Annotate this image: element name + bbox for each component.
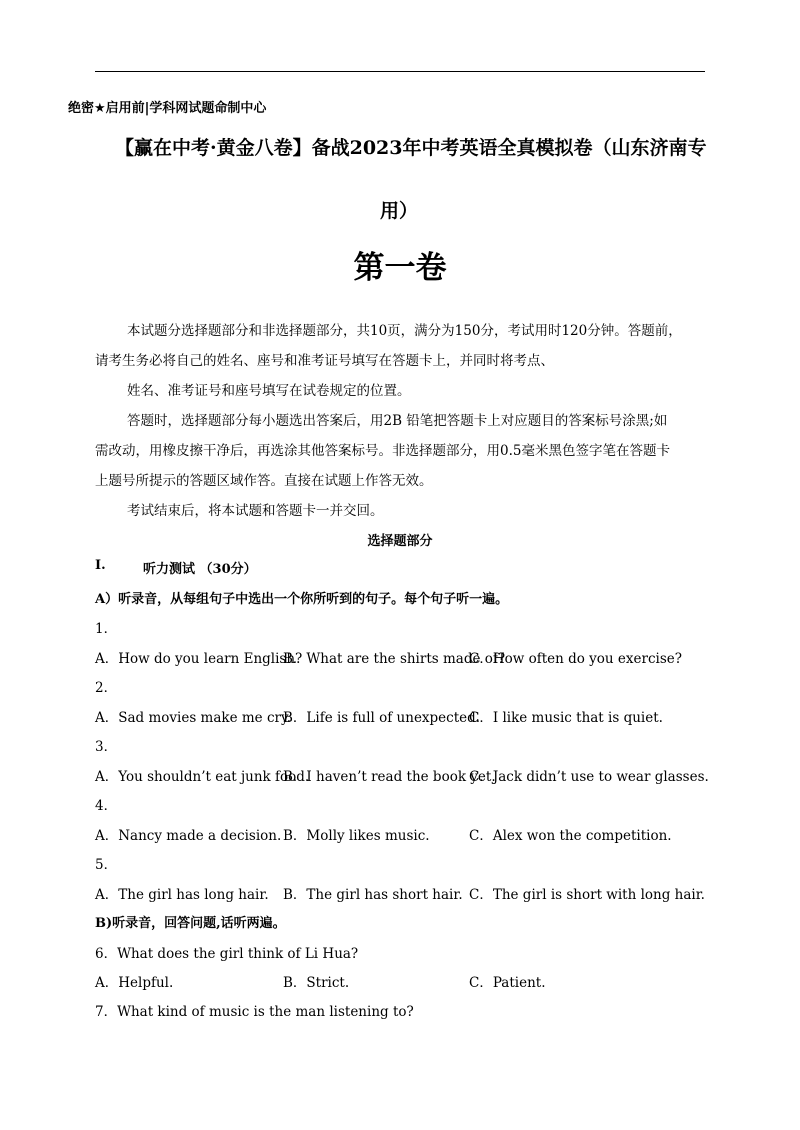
question-number: 3． bbox=[95, 739, 118, 755]
option-a: A．Helpful. bbox=[95, 975, 174, 991]
question-number: 1． bbox=[95, 621, 118, 637]
question-number: 2． bbox=[95, 680, 118, 696]
question-number: 5． bbox=[95, 857, 118, 873]
option-b: B．The girl has short hair. bbox=[283, 887, 463, 903]
part-b-instruction: B)听录音，回答问题,话听两遍。 bbox=[95, 916, 286, 931]
question-text: 7．What kind of music is the man listening to? bbox=[95, 1004, 414, 1020]
option-c: C．Jack didn’t use to wear glasses. bbox=[469, 769, 709, 785]
option-b: B．I haven’t read the book yet. bbox=[283, 769, 496, 785]
option-c: C．How often do you exercise? bbox=[469, 651, 682, 667]
option-c: C．Patient. bbox=[469, 975, 546, 991]
instruction-p3-line3: 上题号所提示的答题区域作答。直接在试题上作答无效。 bbox=[95, 473, 433, 489]
part-title: 听力测试 （30分） bbox=[143, 562, 257, 577]
part-a-instruction: A）听录音，从每组句子中选出一个你所听到的句子。每个句子听一遍。 bbox=[95, 592, 509, 607]
instruction-p1-line2: 请考生务必将自己的姓名、座号和准考证号填写在答题卡上，并同时将考点、 bbox=[95, 353, 554, 369]
option-b: B．What are the shirts made of? bbox=[283, 651, 506, 667]
instruction-p3-line1: 答题时，选择题部分每小题选出答案后，用2B 铅笔把答题卡上对应题目的答案标号涂黑;如 bbox=[127, 413, 668, 429]
question-number: 4． bbox=[95, 798, 118, 814]
option-a: A．How do you learn English? bbox=[95, 651, 303, 667]
section-title: 选择题部分 bbox=[367, 534, 433, 549]
option-b: B．Molly likes music. bbox=[283, 828, 430, 844]
option-a: A．You shouldn’t eat junk food. bbox=[95, 769, 310, 785]
option-b: B．Strict. bbox=[283, 975, 350, 991]
option-b: B．Life is full of unexpected. bbox=[283, 710, 481, 726]
option-c: C．The girl is short with long hair. bbox=[469, 887, 705, 903]
confidential-label: 绝密★启用前|学科网试题命制中心 bbox=[68, 101, 267, 116]
part-number: I. bbox=[95, 558, 106, 573]
instruction-p2: 姓名、准考证号和座号填写在试卷规定的位置。 bbox=[127, 383, 411, 399]
option-a: A．Nancy made a decision. bbox=[95, 828, 282, 844]
volume-heading: 第一卷 bbox=[353, 250, 447, 286]
question-text: 6．What does the girl think of Li Hua? bbox=[95, 946, 359, 962]
exam-title-line2: 用） bbox=[380, 200, 419, 222]
option-a: A．The girl has long hair. bbox=[95, 887, 269, 903]
option-a: A．Sad movies make me cry. bbox=[95, 710, 292, 726]
instruction-p1-line1: 本试题分选择题部分和非选择题部分，共10页，满分为150分，考试用时120分钟。答题前， bbox=[127, 323, 682, 339]
header-rule bbox=[95, 71, 705, 72]
option-c: C．Alex won the competition. bbox=[469, 828, 672, 844]
option-c: C．I like music that is quiet. bbox=[469, 710, 663, 726]
instruction-p3-line2: 需改动，用橡皮擦干净后，再选涂其他答案标号。非选择题部分，用0.5毫米黑色签字笔在答题卡 bbox=[95, 443, 670, 459]
exam-title-line1: 【赢在中考·黄金八卷】备战2023年中考英语全真模拟卷（山东济南专 bbox=[115, 137, 707, 159]
instruction-p4: 考试结束后，将本试题和答题卡一并交回。 bbox=[127, 503, 384, 519]
